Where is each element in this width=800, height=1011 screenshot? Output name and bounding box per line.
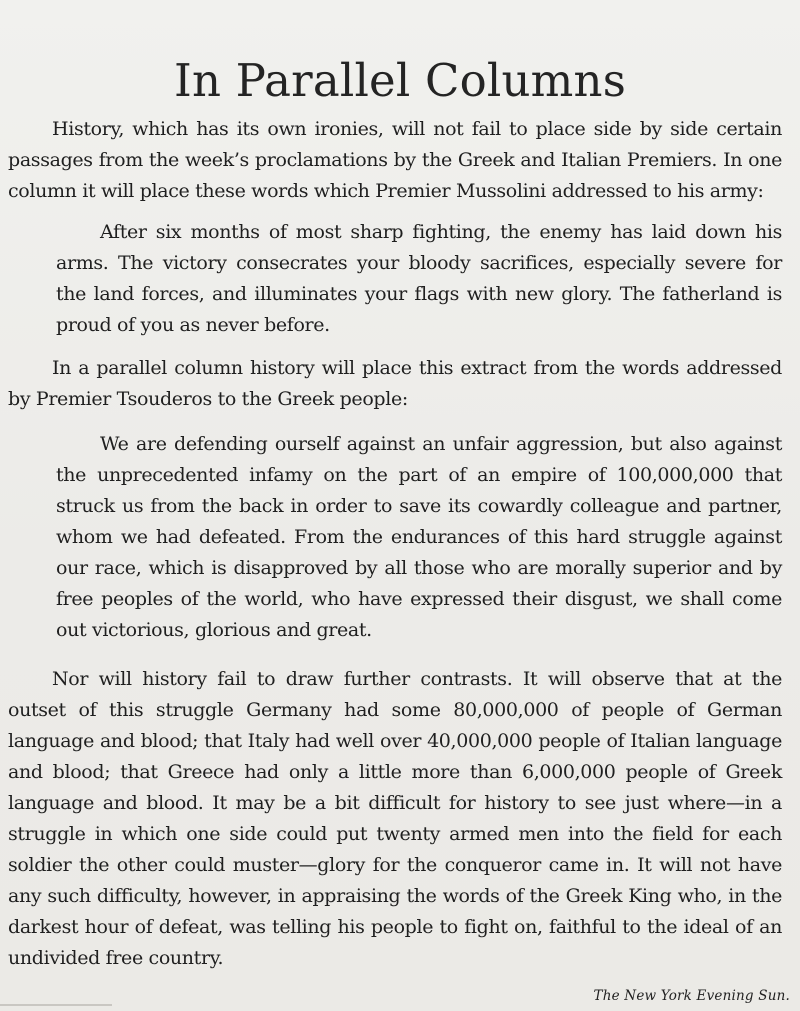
tsouderos-quote: We are defending ourself against an unfair aggression, but also against the unprecedented infamy on the part of an empire of 100,000,000 that struck us from the back in order to save its cowardly colleague and partner, whom we had defeated. From the endurances of this hard struggle against our race, which is disapproved by all those who are morally superior and by free peoples of the world, who have expressed their disgust, we shall come out victorious, glorious and great. — [56, 433, 782, 641]
bottom-rule — [0, 1004, 112, 1006]
article-body — [8, 114, 782, 974]
source-credit: The New York Evening Sun. — [593, 988, 790, 1004]
mussolini-quote: After six months of most sharp fighting, the enemy has laid down his arms. The victory consecrates your bloody sacrifices, especially severe for the land forces, and illuminates your flags with new glory. The fatherland is proud of you as never before. — [56, 221, 782, 336]
intro-paragraph: History, which has its own ironies, will not fail to place side by side certain passages from the week’s proclamations by the Greek and Italian Premiers. In one column it will place these words which Premier Mussolini addressed to his army: — [8, 118, 782, 202]
closing-paragraph: Nor will history fail to draw further contrasts. It will observe that at the outset of this struggle Germany had some 80,000,000 of people of German language and blood; that Italy had well over 40,000,000 people of Italian language and blood; that Greece had only a little more than 6,000,000 people of Greek language and blood. It may be a bit difficult for history to see just where—in a struggle in which one side could put twenty armed men into the field for each soldier the other could muster—glory for the conqueror came in. It will not have any such difficulty, however, in appraising the words of the Greek King who, in the darkest hour of defeat, was telling his people to fight on, faithful to the ideal of an undivided free country. — [8, 668, 782, 969]
page-title: In Parallel Columns — [173, 54, 627, 108]
transition-paragraph: In a parallel column history will place this extract from the words addressed by Premier Tsouderos to the Greek people: — [8, 357, 782, 410]
